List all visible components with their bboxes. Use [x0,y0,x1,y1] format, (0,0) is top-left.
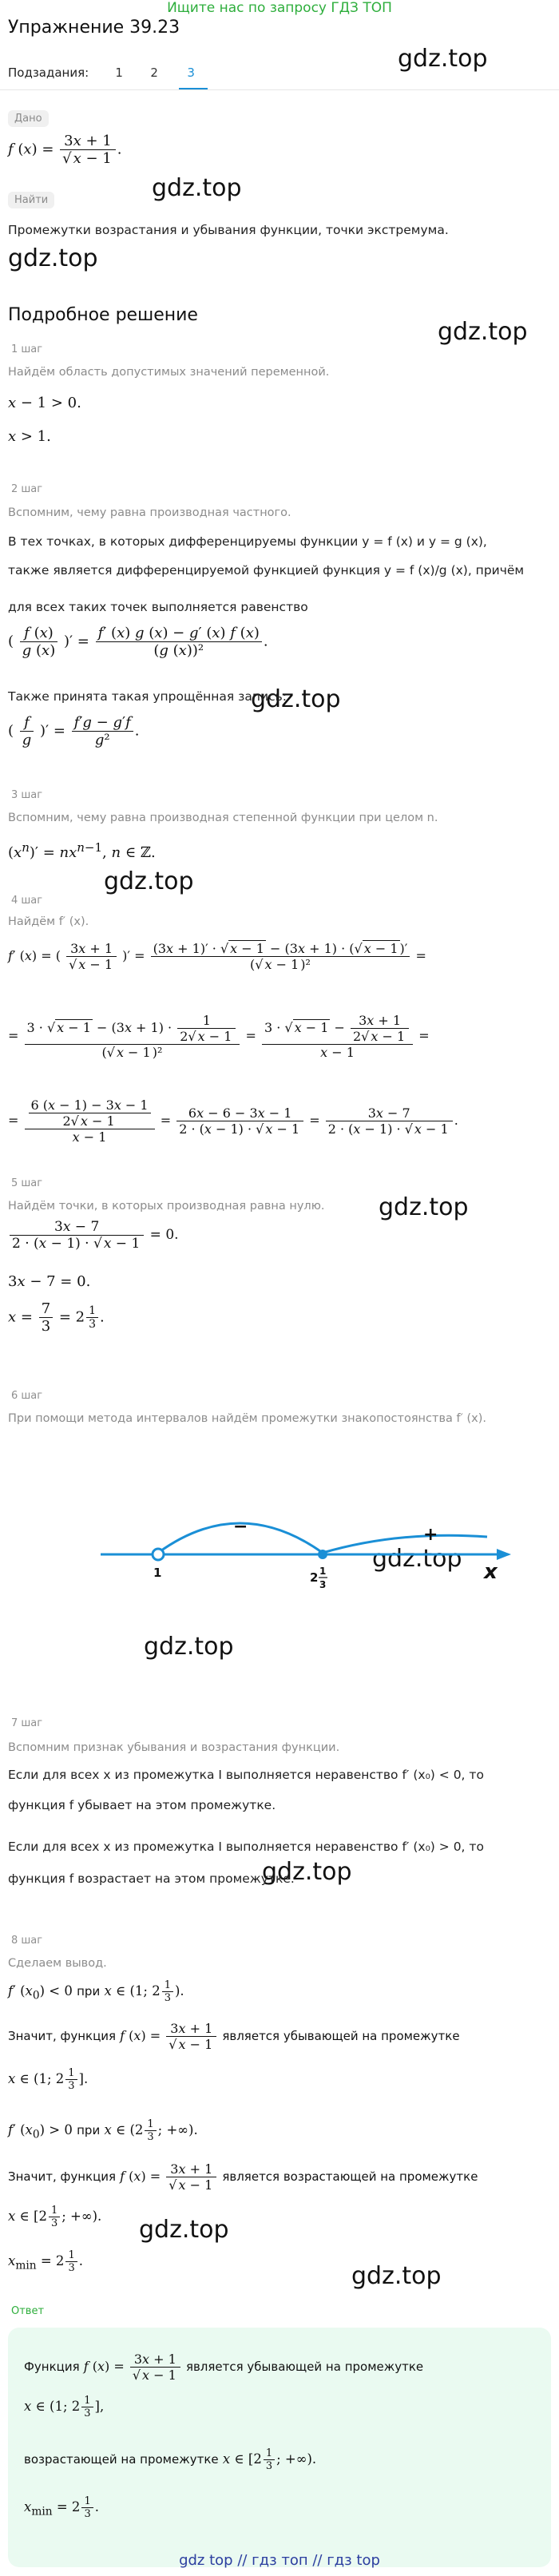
arc-plus [323,1535,487,1553]
step2-formula: ( $\frac{f (x)}{g (x)}$ )′ = $\frac{f' (x) g (x) - g' (x) f (x)}{\text{(g (x))²}}$ . [8,625,268,659]
axis-arrow-icon [497,1549,511,1560]
step-description: Найдём точки, в которых производная равна нулю. [8,1200,325,1213]
footer: gdz top // гдз топ // гдз top [179,2552,380,2569]
step7-text3: Если для всех x из промежутка I выполняется неравенство f′ (x₀) > 0, то [8,1840,484,1854]
step-tag: 8 шаг [11,1935,43,1947]
watermark: gdz.top [438,318,528,346]
watermark: gdz.top [139,2216,229,2244]
answer-line1: Функция f (x) = $\frac{3x + 1}{√ x - 1}$ является убывающей на промежутке [24,2352,424,2383]
step4-line1: f′ (x) = ( $\frac{3x + 1}{√ x - 1}$ )′ = $\frac{(3x + 1)' \cdot √ x - 1 - (3x + 1) \cdot (√ x - 1 )'}{\text{(√ x − 1 )²}}$ = [8,941,426,972]
point-open [153,1549,164,1560]
step4-line2: = 3 · √ x − 1 − (3x + 1) · $\frac{1}{2√ x - 1}$ (√ x − 1 )² = 3 · √ x − 1 − $\frac{3x + 1}{2√ x - 1}$ x − 1 = [8,1013,430,1060]
sign-plus: + [423,1525,438,1545]
step-tag: 5 шаг [11,1177,43,1189]
solution-title: Подробное решение [8,305,198,325]
point-closed [318,1550,327,1559]
step-description: Найдём f′ (x). [8,915,89,928]
divider [0,89,559,90]
step7-text4: функция f возрастает на этом промежутке. [8,1871,295,1886]
point-label-whole: 2 [310,1570,319,1585]
step3-formula: $(x^n)' = nx^{n-1}$, n ∈ ℤ. [8,840,156,861]
step4-line3: = $\frac{\frac{6 (x - 1) - 3x - 1}{2√ x - 1}}{x - 1}$ = $\frac{6x - 6 - 3x - 1}{2 \cdot (x - 1) \cdot √ x - 1}$ = $\frac{3x - 7}{2 \cdot (x - 1) \cdot √ x - 1}$ . [8,1097,458,1145]
page-title: Упражнение 39.23 [8,18,180,38]
point-label-1: 1 [153,1566,162,1580]
step8-line5: Значит, функция f (x) = $\frac{3x + 1}{√ x - 1}$ является возрастающей на промежутке [8,2161,478,2193]
watermark: gdz.top [372,1545,462,1573]
step2-short-formula: ( $\frac{f}{g}$ )′ = $\frac{f'g - g'f}{\text{g²}}$ . [8,714,140,748]
watermark: gdz.top [104,867,194,895]
step5-line2: 3x − 7 = 0. [8,1273,91,1290]
step2-text2: также является дифференцируемой функцией функция y = f (x)/g (x), причём [8,563,525,578]
step-tag: 2 шаг [11,483,43,495]
step1-line2: x > 1. [8,428,51,445]
watermark: gdz.top [398,45,488,73]
axis-label: x [484,1560,498,1584]
step5-line1: $\frac{3x - 7}{2 \cdot (x - 1) \cdot √ x - 1}$ = 0. [8,1219,179,1252]
step-tag: 6 шаг [11,1390,43,1402]
answer-line4: $x_{min} = 2$ $\frac{1}{3}$ . [24,2495,99,2520]
step8-line6: x ∈ [2 $\frac{1}{3}$ ; +∞). [8,2205,102,2229]
step-tag: 4 шаг [11,895,43,907]
subtasks-row [8,65,197,80]
step8-line2: Значит, функция f (x) = $\frac{3x + 1}{√ x - 1}$ является убывающей на промежутке [8,2021,460,2052]
step8-line4: f′ $(x_0) > 0$ при x ∈ (2 $\frac{1}{3}$ ; +∞). [8,2118,198,2143]
point-label-num: 1 [319,1566,327,1577]
step-tag: 3 шаг [11,789,43,801]
step7-text1: Если для всех x из промежутка I выполняется неравенство f′ (x₀) < 0, то [8,1768,484,1782]
sign-minus: − [233,1517,248,1537]
step7-text2: функция f убывает на этом промежутке. [8,1798,276,1812]
watermark: gdz.top [251,685,341,713]
step-tag: 1 шаг [11,343,43,355]
step2-text4: Также принята такая упрощённая запись: [8,689,287,704]
top-note: Ищите нас по запросу ГДЗ ТОП [167,0,392,16]
watermark: gdz.top [351,2262,442,2290]
step2-text1: В тех точках, в которых дифференцируемы функции y = f (x) и y = g (x), [8,534,487,549]
step8-line1: f′ $(x_0) < 0$ при x ∈ (1; 2 $\frac{1}{3}$ ). [8,1979,184,2004]
watermark: gdz.top [144,1633,234,1661]
subtask-tab-1[interactable]: 1 [115,65,123,80]
step-description: Вспомним признак убывания и возрастания функции. [8,1741,340,1754]
watermark: gdz.top [379,1193,469,1221]
answer-line2: x ∈ (1; 2 $\frac{1}{3}$ ], [24,2395,105,2419]
step5-line3: x = $\frac{7}{3}$ = 2 $\frac{1}{3}$ . [8,1300,105,1335]
watermark: gdz.top [8,244,98,272]
step-description: При помощи метода интервалов найдём промежутки знакопостоянства f′ (x). [8,1412,486,1425]
step-description: Вспомним, чему равна производная частного. [8,506,291,519]
watermark: gdz.top [262,1858,352,1886]
step-tag: 7 шаг [11,1717,43,1729]
step1-line1: x − 1 > 0. [8,395,81,411]
step-description: Найдём область допустимых значений переменной. [8,366,330,379]
step2-text3: для всех таких точек выполняется равенство [8,600,308,614]
step8-line3: x ∈ (1; 2 $\frac{1}{3}$ ]. [8,2067,89,2092]
step8-line7: $x_{min} = 2$ $\frac{1}{3}$ . [8,2249,83,2274]
point-label-den: 3 [319,1579,327,1590]
subtasks-label: Подзадания: [8,65,89,80]
given-expression: f (x) = $\frac{3x + 1}{√ x - 1}$ . [8,133,122,167]
subtask-tab-3[interactable]: 3 [187,65,195,80]
given-tag: Дано [8,110,49,127]
interval-diagram [0,1470,559,1598]
answer-line3: возрастающей на промежутке x ∈ [2 $\frac{1}{3}$ ; +∞). [24,2447,317,2472]
find-tag: Найти [8,192,54,208]
step-description: Вспомним, чему равна производная степенной функции при целом n. [8,812,438,824]
answer-tag: Ответ [11,2305,45,2317]
find-text: Промежутки возрастания и убывания функции, точки экстремума. [8,223,449,237]
watermark: gdz.top [152,174,242,202]
subtask-tab-2[interactable]: 2 [150,65,158,80]
step-description: Сделаем вывод. [8,1957,107,1970]
